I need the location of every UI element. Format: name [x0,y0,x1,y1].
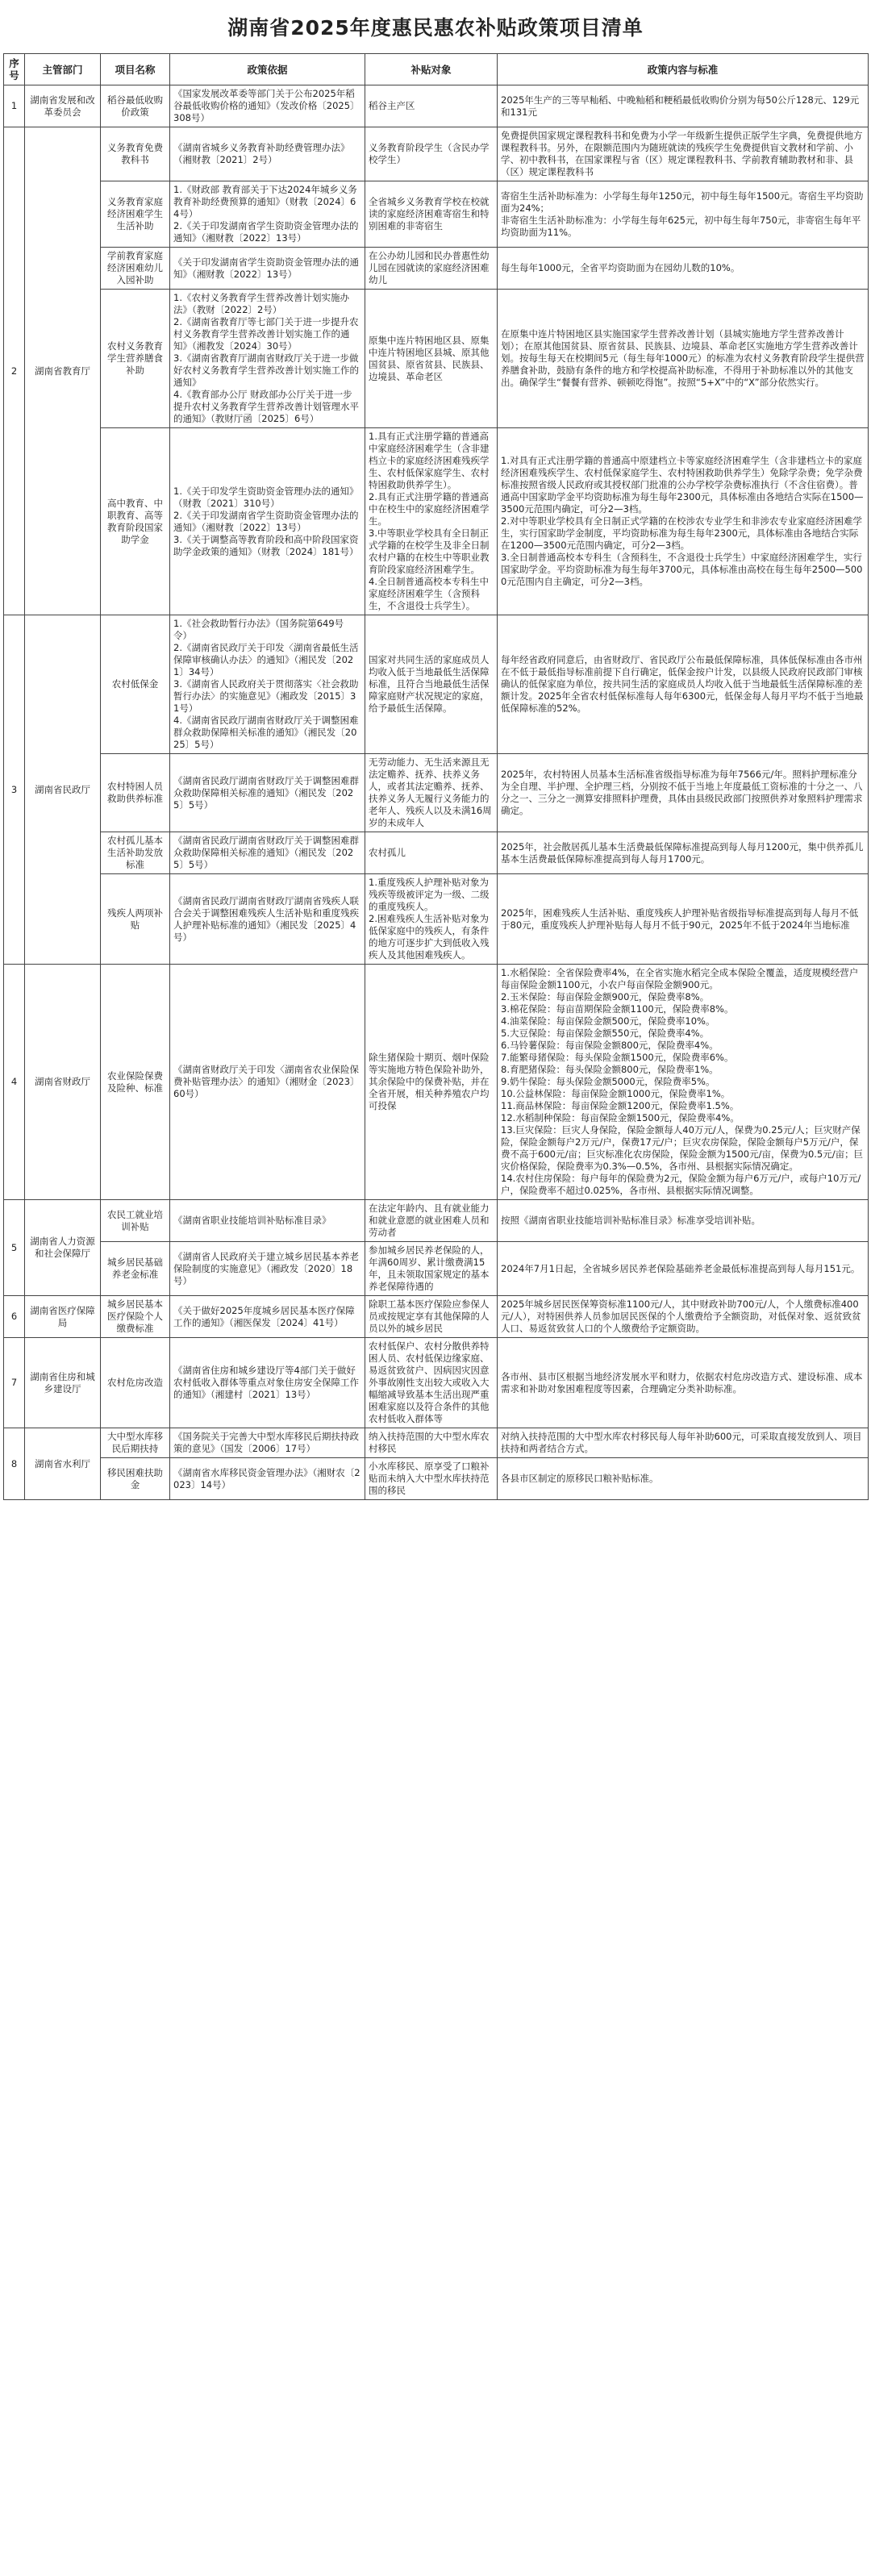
item-name: 义务教育家庭经济困难学生生活补助 [101,181,170,248]
policy-basis: 《国家发展改革委等部门关于公布2025年稻谷最低收购价格的通知》（发改价格〔2025〕308号） [170,85,365,127]
row-number: 2 [4,127,25,615]
header-target: 补贴对象 [365,54,498,85]
table-row [4,1200,869,1242]
row-number: 7 [4,1338,25,1428]
table-row [4,1242,869,1296]
subsidy-target: 国家对共同生活的家庭成员人均收入低于当地最低生活保障标准，且符合当地最低生活保障家庭财产状况规定的家庭，给予最低生活保障。 [365,615,498,754]
table-row [4,615,869,754]
row-number: 5 [4,1200,25,1296]
subsidy-target: 无劳动能力、无生活来源且无法定赡养、抚养、扶养义务人，或者其法定赡养、抚养、扶养义务人无履行义务能力的老年人、残疾人以及未满16周岁的未成年人 [365,754,498,832]
policy-content: 2025年生产的三等早籼稻、中晚籼稻和粳稻最低收购价分别为每50公斤128元、129元和131元 [498,85,869,127]
row-number: 8 [4,1428,25,1500]
item-name: 残疾人两项补贴 [101,874,170,965]
item-name: 学前教育家庭经济困难幼儿入园补助 [101,248,170,290]
item-name: 农民工就业培训补贴 [101,1200,170,1242]
subsidy-target: 在法定年龄内、且有就业能力和就业意愿的就业困难人员和劳动者 [365,1200,498,1242]
subsidy-target: 在公办幼儿园和民办普惠性幼儿园在园就读的家庭经济困难幼儿 [365,248,498,290]
item-name: 城乡居民基础养老金标准 [101,1242,170,1296]
policy-content: 各县市区制定的原移民口粮补贴标准。 [498,1458,869,1500]
policy-content: 2025年，困难残疾人生活补贴、重度残疾人护理补贴省级指导标准提高到每人每月不低于80元，重度残疾人护理补贴每人每月不低于90元，2025年不低于2024年当地标准 [498,874,869,965]
table-row [4,428,869,615]
table-row [4,85,869,127]
table-body [4,85,869,1500]
policy-content: 免费提供国家规定课程教科书和免费为小学一年级新生提供正版学生字典，免费提供地方课程教科书。另外，在限额范围内为随班就读的残疾学生免费提供盲文教材和学前、小学、初中教科书，在国家课程与省（区）规定课程教科书、学前教育辅助教材和非、县（区）规定课程教科书 [498,127,869,181]
subsidy-target: 全省城乡义务教育学校在校就读的家庭经济困难寄宿生和特别困难的非寄宿生 [365,181,498,248]
table-row [4,127,869,181]
policy-basis: 《湖南省城乡义务教育补助经费管理办法》（湘财教〔2021〕2号） [170,127,365,181]
table-row [4,1458,869,1500]
row-number: 3 [4,615,25,965]
policy-basis: 《关于做好2025年度城乡居民基本医疗保障工作的通知》（湘医保发〔2024〕41号） [170,1296,365,1338]
department: 湖南省发展和改革委员会 [25,85,101,127]
department: 湖南省人力资源和社会保障厅 [25,1200,101,1296]
policy-basis: 1.《财政部 教育部关于下达2024年城乡义务教育补助经费预算的通知》（财教〔2024〕64号） 2.《关于印发湖南省学生资助资金管理办法的通知》（湘财教〔2022〕13号） [170,181,365,248]
header-no: 序号 [4,54,25,85]
header-dept: 主管部门 [25,54,101,85]
header-content: 政策内容与标准 [498,54,869,85]
policy-basis: 《湖南省财政厅关于印发〈湖南省农业保险保费补贴管理办法〉的通知》（湘财金〔2023〕60号） [170,965,365,1200]
row-number: 1 [4,85,25,127]
item-name: 农村孤儿基本生活补助发放标准 [101,832,170,874]
policy-content: 对纳入扶持范围的大中型水库农村移民每人每年补助600元，可采取直接发放到人、项目扶持和两者结合方式。 [498,1428,869,1458]
policy-basis: 《湖南省水库移民资金管理办法》（湘财农〔2023〕14号） [170,1458,365,1500]
policy-content: 2025年城乡居民医保筹资标准1100元/人，其中财政补助700元/人，个人缴费标准400元/人），对特困供养人员参加居民医保的个人缴费给予全额资助，对低保对象、返贫致贫人口、易返贫致贫人口的个人缴费给予定额资助。 [498,1296,869,1338]
policy-basis: 《关于印发湖南省学生资助资金管理办法的通知》（湘财教〔2022〕13号） [170,248,365,290]
table-row [4,965,869,1200]
department: 湖南省医疗保障局 [25,1296,101,1338]
policy-content: 2025年，农村特困人员基本生活标准省级指导标准为每年7566元/年。照料护理标准分为全自理、半护理、全护理三档，分别按不低于当地上年度最低工资标准的十分之一、八分之一、三分之一测算安排照料护理费，具体由县级民政部门按照供养对象照料护理需求确定。 [498,754,869,832]
table-header-row [4,54,869,85]
item-name: 高中教育、中职教育、高等教育阶段国家助学金 [101,428,170,615]
item-name: 农村特困人员救助供养标准 [101,754,170,832]
table-row [4,754,869,832]
subsidy-target: 义务教育阶段学生（含民办学校学生） [365,127,498,181]
policy-content: 2024年7月1日起，全省城乡居民养老保险基础养老金最低标准提高到每人每月151元。 [498,1242,869,1296]
policy-basis: 《湖南省民政厅湖南省财政厅湖南省残疾人联合会关于调整困难残疾人生活补贴和重度残疾人护理补贴标准的通知》（湘民发〔2025〕4号） [170,874,365,965]
table-row [4,832,869,874]
item-name: 农业保险保费及险种、标准 [101,965,170,1200]
header-name: 项目名称 [101,54,170,85]
item-name: 城乡居民基本医疗保险个人缴费标准 [101,1296,170,1338]
department: 湖南省民政厅 [25,615,101,965]
policy-content: 按照《湖南省职业技能培训补贴标准目录》标准享受培训补贴。 [498,1200,869,1242]
department: 湖南省住房和城乡建设厅 [25,1338,101,1428]
table-row [4,248,869,290]
header-basis: 政策依据 [170,54,365,85]
policy-content: 寄宿生生活补助标准为：小学每生每年1250元，初中每生每年1500元。寄宿生平均资助面为24%； 非寄宿生生活补助标准为：小学每生每年625元，初中每生每年750元，非寄宿生每年平均资助面为11%。 [498,181,869,248]
policy-basis: 1.《社会救助暂行办法》（国务院第649号令） 2.《湖南省民政厅关于印发〈湖南省最低生活保障审核确认办法〉的通知》（湘民发〔2021〕34号） 3.《湖南省人民政府关于贯彻落实〈社会救助暂行办法〉的实施意见》（湘政发〔2015〕31号） 4.《湖南省民政厅湖南省财政厅关于调整困难群众救助保障相关标准的通知》（湘民发〔2025〕5号） [170,615,365,754]
policy-basis: 《湖南省民政厅湖南省财政厅关于调整困难群众救助保障相关标准的通知》（湘民发〔2025〕5号） [170,754,365,832]
policy-content: 各市州、县市区根据当地经济发展水平和财力，依据农村危房改造方式、建设标准、成本需求和补助对象困难程度等因素，合理确定分类补助标准。 [498,1338,869,1428]
policy-table [3,53,869,1500]
item-name: 义务教育免费教科书 [101,127,170,181]
table-row [4,1338,869,1428]
subsidy-target: 除职工基本医疗保险应参保人员或按规定享有其他保障的人员以外的城乡居民 [365,1296,498,1338]
item-name: 大中型水库移民后期扶持 [101,1428,170,1458]
item-name: 稻谷最低收购价政策 [101,85,170,127]
policy-content: 1.水稻保险：全省保险费率4%，在全省实施水稻完全成本保险全覆盖，适度规模经营户每亩保险金额1100元，小农户每亩保险金额900元。 2.玉米保险：每亩保险金额900元，保险费率8%。 3.棉花保险：每亩苗期保险金额1100元，保险费率8%。 4.油菜保险：每亩保险金额500元，保险费率10%。 5.大豆保险：每亩保险金额550元，保险费率4%。 6.马铃薯保险：每亩保险金额800元，保险费率4%。 7.能繁母猪保险：每头保险金额1500元，保险费率6%。 8.育肥猪保险：每头保险金额800元，保险费率1%。 9.奶牛保险：每头保险金额5000元，保险费率5%。 10.公益林保险：每亩保险金额1000元，保险费率1%。 11.商品林保险：每亩保险金额1200元，保险费率1.5%。 12.水稻制种保险：每亩保险金额1500元，保险费率4%。 13.巨灾保险：巨灾人身保险，保险金额每人40万元/人，保费为0.25元/人；巨灾财产保险，保险金额每户2万元/户，保费17元/户；巨灾农房保险，保险金额每户5万元/户，保费不高于600元/亩；巨灾标准化农房保险，保险金额为1500元/亩，保费为0.5元/亩；巨灾价格保险，保险费率为0.3%—0.5%，各市州、县根据实际情况确定。 14.农村住房保险：每户每年的保险费为2元，保险金额为每户6万元/户，或每户10万元/户，保险费率不超过0.025%，各市州、县根据实际情况调整。 [498,965,869,1200]
subsidy-target: 1.重度残疾人护理补贴对象为残疾等级被评定为一级、二级的重度残疾人。 2.困难残疾人生活补贴对象为低保家庭中的残疾人，有条件的地方可逐步扩大到低收入残疾人及其他困难残疾人。 [365,874,498,965]
row-number: 4 [4,965,25,1200]
subsidy-target: 小水库移民、原享受了口粮补贴而未纳入大中型水库扶持范围的移民 [365,1458,498,1500]
item-name: 移民困难扶助金 [101,1458,170,1500]
subsidy-target: 除生猪保险十期页、烟叶保险等实施地方特色保险补助外，其余保险中的保费补贴，并在全省开展，相关种养殖农户均可投保 [365,965,498,1200]
policy-basis: 《湖南省住房和城乡建设厅等4部门关于做好农村低收入群体等重点对象住房安全保障工作的通知》（湘建村〔2021〕13号） [170,1338,365,1428]
policy-basis: 《国务院关于完善大中型水库移民后期扶持政策的意见》（国发〔2006〕17号） [170,1428,365,1458]
subsidy-target: 农村孤儿 [365,832,498,874]
item-name: 农村义务教育学生营养膳食补助 [101,290,170,428]
subsidy-target: 稻谷主产区 [365,85,498,127]
policy-content: 2025年，社会散居孤儿基本生活费最低保障标准提高到每人每月1200元，集中供养孤儿基本生活费最低保障标准提高到每人每月1700元。 [498,832,869,874]
row-number: 6 [4,1296,25,1338]
item-name: 农村低保金 [101,615,170,754]
table-row [4,181,869,248]
table-row [4,874,869,965]
document-title: 湖南省2025年度惠民惠农补贴政策项目清单 [227,16,644,40]
subsidy-target: 1.具有正式注册学籍的普通高中家庭经济困难学生（含非建档立卡的家庭经济困难残疾学生、农村低保家庭学生、农村特困救助供养学生）。 2.具有正式注册学籍的普通高中在校生中的家庭经济困难学生。 3.中等职业学校具有全日制正式学籍的在校学生及非全日制农村户籍的在校生中等职业教育阶段家庭经济困难学生。 4.全日制普通高校本专科生中家庭经济困难学生（含预科生，不含退役士兵学生）。 [365,428,498,615]
policy-content: 在原集中连片特困地区县实施国家学生营养改善计划（县城实施地方学生营养改善计划）；在原其他国贫县、原省贫县、民族县、边境县、革命老区实施地方学生营养改善计划。按每生每天在校期间5元（每生每年1000元）的标准为农村义务教育阶段学生提供营养膳食补助，鼓励有条件的地方和学校提高补助标准，不得用于补助标准以外的其他支出。确保学生“餐餐有营养、顿顿吃得饱”。按照“5+X”中的“X”部分依然实行。 [498,290,869,428]
policy-basis: 《湖南省人民政府关于建立城乡居民基本养老保险制度的实施意见》（湘政发〔2020〕18号） [170,1242,365,1296]
table-row [4,290,869,428]
subsidy-target: 原集中连片特困地区县、原集中连片特困地区县城、原其他国贫县、原省贫县、民族县、边境县、革命老区 [365,290,498,428]
policy-basis: 1.《关于印发学生资助资金管理办法的通知》（财教〔2021〕310号） 2.《关于印发湖南省学生资助资金管理办法的通知》（湘财教〔2022〕13号） 3.《关于调整高等教育阶段和高中阶段国家资助学金政策的通知》（财教〔2024〕181号） [170,428,365,615]
table-row [4,1296,869,1338]
subsidy-target: 参加城乡居民养老保险的人，年满60周岁、累计缴费满15年，且未领取国家规定的基本养老保障待遇的 [365,1242,498,1296]
department: 湖南省水利厅 [25,1428,101,1500]
policy-content: 每年经省政府同意后，由省财政厅、省民政厅公布最低保障标准，具体低保标准由各市州在不低于最低指导标准前提下自行确定，低保金按户计发，以县级人民政府民政部门审核确认的低保家庭为单位，按共同生活的家庭成员人均收入低于当地最低生活保障标准的差额计发。2025年全省农村低保标准每人每年6300元，低保金每人每月平均不低于当地最低保障标准的52%。 [498,615,869,754]
policy-basis: 《湖南省民政厅湖南省财政厅关于调整困难群众救助保障相关标准的通知》（湘民发〔2025〕5号） [170,832,365,874]
department: 湖南省财政厅 [25,965,101,1200]
subsidy-target: 纳入扶持范围的大中型水库农村移民 [365,1428,498,1458]
subsidy-target: 农村低保户、农村分散供养特困人员、农村低保边缘家庭、易返贫致贫户、因病因灾因意外事故刚性支出较大或收入大幅缩减导致基本生活出现严重困难家庭以及符合条件的其他农村低收入群体等 [365,1338,498,1428]
policy-basis: 《湖南省职业技能培训补贴标准目录》 [170,1200,365,1242]
policy-content: 每生每年1000元，全省平均资助面为在园幼儿数的10%。 [498,248,869,290]
table-row [4,1428,869,1458]
department: 湖南省教育厅 [25,127,101,615]
policy-content: 1.对具有正式注册学籍的普通高中原建档立卡等家庭经济困难学生（含非建档立卡的家庭经济困难残疾学生、农村低保家庭学生、农村特困救助供养学生）免除学杂费；免学杂费标准按照省级人民政府或其授权部门批准的公办学校学杂费标准执行（不含住宿费）。普通高中国家助学金平均资助标准为每生每年2300元，具体标准由各地结合实际在1500—3500元范围内确定，可分2—3档。 2.对中等职业学校具有全日制正式学籍的在校涉农专业学生和非涉农专业家庭经济困难学生，实行国家助学金制度，平均资助标准为每生每年2300元，具体标准由各地结合实际在1200—3500元范围内确定，可分2—3档。 3.全日制普通高校本专科生（含预科生，不含退役士兵学生）中家庭经济困难学生，实行国家助学金。平均资助标准为每生每年3700元，具体标准由高校在每生每年2500—5000元范围内自主确定，可分2—3档。 [498,428,869,615]
item-name: 农村危房改造 [101,1338,170,1428]
policy-basis: 1.《农村义务教育学生营养改善计划实施办法》（教财〔2022〕2号） 2.《湖南省教育厅等七部门关于进一步提升农村义务教育学生营养改善计划实施工作的通知》（湘教发〔2024〕30号） 3.《湖南省教育厅湖南省财政厅关于进一步做好农村义务教育学生营养改善计划实施工作的通知》 4.《教育部办公厅 财政部办公厅关于进一步提升农村义务教育学生营养改善计划管理水平的通知》（教财厅函〔2025〕6号） [170,290,365,428]
